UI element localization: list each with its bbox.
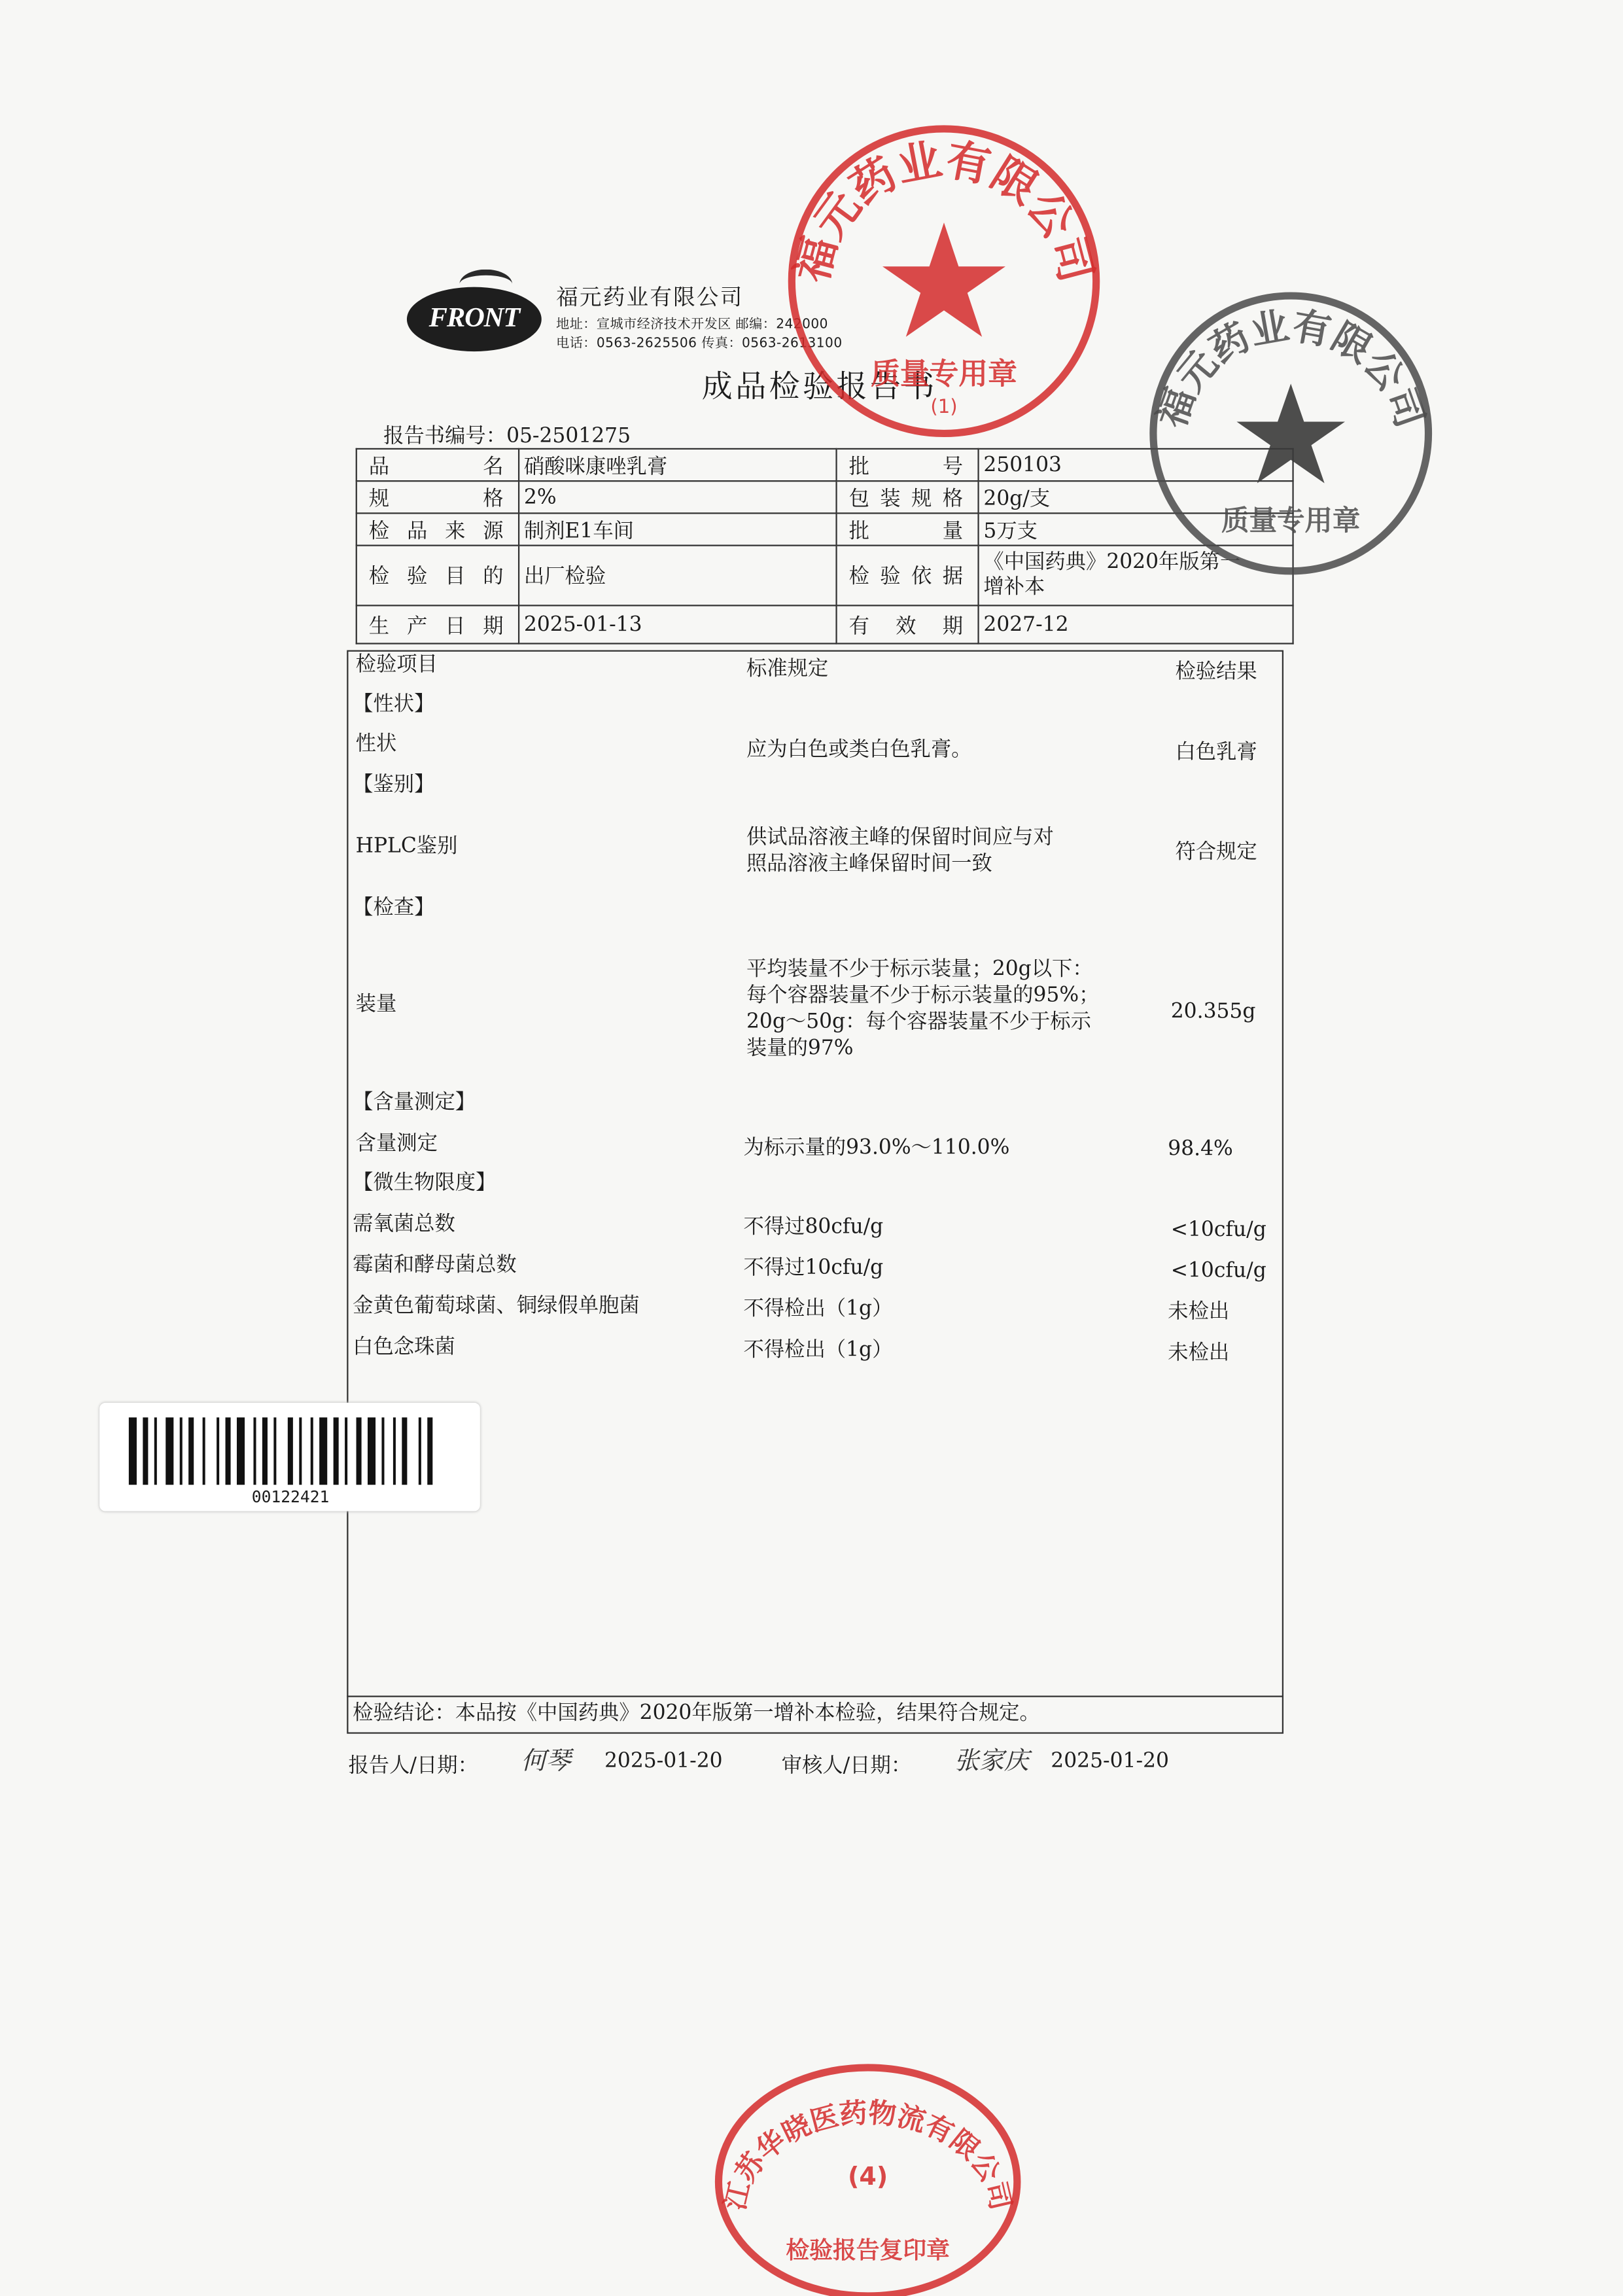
fill-result: 20.355g [1170,1000,1256,1024]
assay-result: 98.4% [1168,1137,1233,1161]
report-number-value: 05-2501275 [506,424,631,448]
section-appearance: 【性状】 [353,692,435,716]
barcode-bar [345,1417,347,1485]
col-result-header: 检验结果 [1175,660,1257,684]
source-value: 制剂E1车间 [519,513,836,545]
fill-standard-2: 每个容器装量不少于标示装量的95%； [746,983,1100,1008]
report-number [383,420,631,450]
barcode-bar [288,1417,293,1485]
mold-result: <10cfu/g [1170,1259,1266,1283]
stamp3-number: (4) [848,2161,888,2191]
hplc-standard-2: 照品溶液主峰保留时间一致 [746,852,992,876]
company-address: 地址：宣城市经济技术开发区 邮编：242000 [556,317,828,333]
barcode-bar [180,1417,183,1485]
stamp1-ring-text: 福元药业有限公司 [786,133,1102,287]
assay-item: 含量测定 [355,1131,438,1156]
company-name: 福元药业有限公司 [556,284,744,311]
section-microbial: 【微生物限度】 [353,1171,497,1195]
aerobic-item: 需氧菌总数 [353,1212,455,1236]
barcode-bar [262,1417,268,1485]
stamp2-center-text: 质量专用章 [1221,505,1361,538]
staph-item: 金黄色葡萄球菌、铜绿假单胞菌 [353,1294,640,1318]
purpose-value: 出厂检验 [519,546,836,606]
assay-standard: 为标示量的93.0%～110.0% [743,1136,1010,1160]
col-standard-header: 标准规定 [746,657,829,681]
barcode-bar [237,1417,245,1485]
reviewer-signature: 张家庆 [954,1746,1029,1776]
batch-size-label: 批量 [837,513,979,545]
mfg-date-value: 2025-01-13 [519,605,836,643]
stamp2-star-icon [1236,383,1345,483]
pack-value: 20g/支 [979,481,1293,513]
reporter-signature: 何琴 [521,1746,571,1776]
quality-stamp-gray [1144,287,1437,580]
barcode-bar [273,1417,276,1485]
spec-label: 规格 [357,481,519,513]
barcode-bar [319,1417,327,1485]
candida-item: 白色念珠菌 [353,1335,455,1359]
expiry-label: 有效期 [837,605,979,643]
barcode-number: 00122421 [251,1487,330,1507]
product-name-value: 硝酸咪康唑乳膏 [519,449,836,481]
candida-standard: 不得检出（1g） [743,1338,893,1362]
mold-item: 霉菌和酵母菌总数 [353,1253,517,1277]
document-title: 成品检验报告书 [701,368,937,404]
aerobic-standard: 不得过80cfu/g [743,1215,884,1239]
section-identification: 【鉴别】 [353,773,435,797]
pack-label: 包装规格 [837,481,979,513]
barcode-bar [299,1417,302,1485]
candida-result: 未检出 [1168,1341,1230,1365]
barcode-bar [253,1417,256,1485]
stamp1-center-text: 质量专用章 [871,356,1017,391]
quality-stamp-red [783,120,1105,442]
fill-standard-4: 装量的97% [746,1036,854,1061]
hplc-standard-1: 供试品溶液主峰的保留时间应与对 [746,826,1054,849]
barcode-bar [217,1417,219,1485]
barcode-bar [368,1417,375,1485]
barcode-bar [402,1417,407,1485]
reviewer-date: 2025-01-20 [1051,1750,1169,1774]
reporter-label: 报告人/日期： [348,1754,478,1778]
company-logo [407,287,542,351]
barcode-bar [357,1417,362,1485]
barcode-bar [188,1417,194,1485]
fill-item: 装量 [355,993,397,1017]
batch-no-label: 批号 [837,449,979,481]
batch-no-value: 250103 [979,449,1293,481]
barcode-bar [129,1417,137,1485]
stamp1-number: (1) [930,395,958,418]
staph-standard: 不得检出（1g） [743,1297,893,1321]
basis-label: 检验依据 [837,546,979,606]
section-inspection: 【检查】 [353,896,435,920]
barcode-bar [393,1417,396,1485]
barcode-bar [311,1417,313,1485]
barcode-bar [166,1417,173,1485]
barcode-bar [143,1417,148,1485]
barcode-bar [427,1417,432,1485]
barcode-bar [226,1417,231,1485]
expiry-value: 2027-12 [979,605,1293,643]
stamp2-ring-text: 福元药业有限公司 [1149,303,1433,433]
conclusion: 检验结论：本品按《中国药典》2020年版第一增补本检验，结果符合规定。 [353,1701,1040,1725]
stamp1-star-icon [882,222,1005,337]
hplc-item: HPLC鉴别 [355,834,458,858]
stamp3-center-text: 检验报告复印章 [786,2236,950,2264]
source-label: 检品来源 [357,513,519,545]
mfg-date-label: 生产日期 [357,605,519,643]
mold-standard: 不得过10cfu/g [743,1256,884,1280]
company-phone: 电话：0563-2625506 传真：0563-2613100 [556,336,843,352]
barcode-bar [419,1417,421,1485]
barcode-bar [381,1417,384,1485]
logo-text: FRONT [428,303,520,334]
copy-stamp-red [711,2058,1024,2296]
appearance-standard: 应为白色或类白色乳膏。 [746,737,972,762]
hplc-result: 符合规定 [1175,840,1257,864]
basis-line-1: 《中国药典》2020年版第一 [983,550,1241,574]
report-number-label: 报告书编号： [383,424,507,448]
section-assay: 【含量测定】 [353,1091,476,1115]
col-item-header: 检验项目 [355,653,438,677]
stamp3-ring-text: 江苏华晓医药物流有限公司 [719,2097,1017,2214]
barcode-bar [154,1417,157,1485]
spec-value: 2% [519,481,836,513]
reporter-date: 2025-01-20 [604,1750,723,1774]
barcode-bar [203,1417,205,1485]
appearance-item: 性状 [355,732,397,756]
product-name-label: 品名 [357,449,519,481]
fill-standard-1: 平均装量不少于标示装量；20g以下： [746,957,1093,981]
batch-size-value: 5万支 [979,513,1293,545]
aerobic-result: <10cfu/g [1170,1218,1266,1242]
barcode-bar [334,1417,339,1485]
basis-line-2: 增补本 [983,575,1045,599]
appearance-result: 白色乳膏 [1175,741,1257,765]
reviewer-label: 审核人/日期： [781,1754,912,1778]
purpose-label: 检验目的 [357,546,519,606]
staph-result: 未检出 [1168,1300,1230,1324]
fill-standard-3: 20g～50g：每个容器装量不少于标示 [746,1010,1091,1034]
